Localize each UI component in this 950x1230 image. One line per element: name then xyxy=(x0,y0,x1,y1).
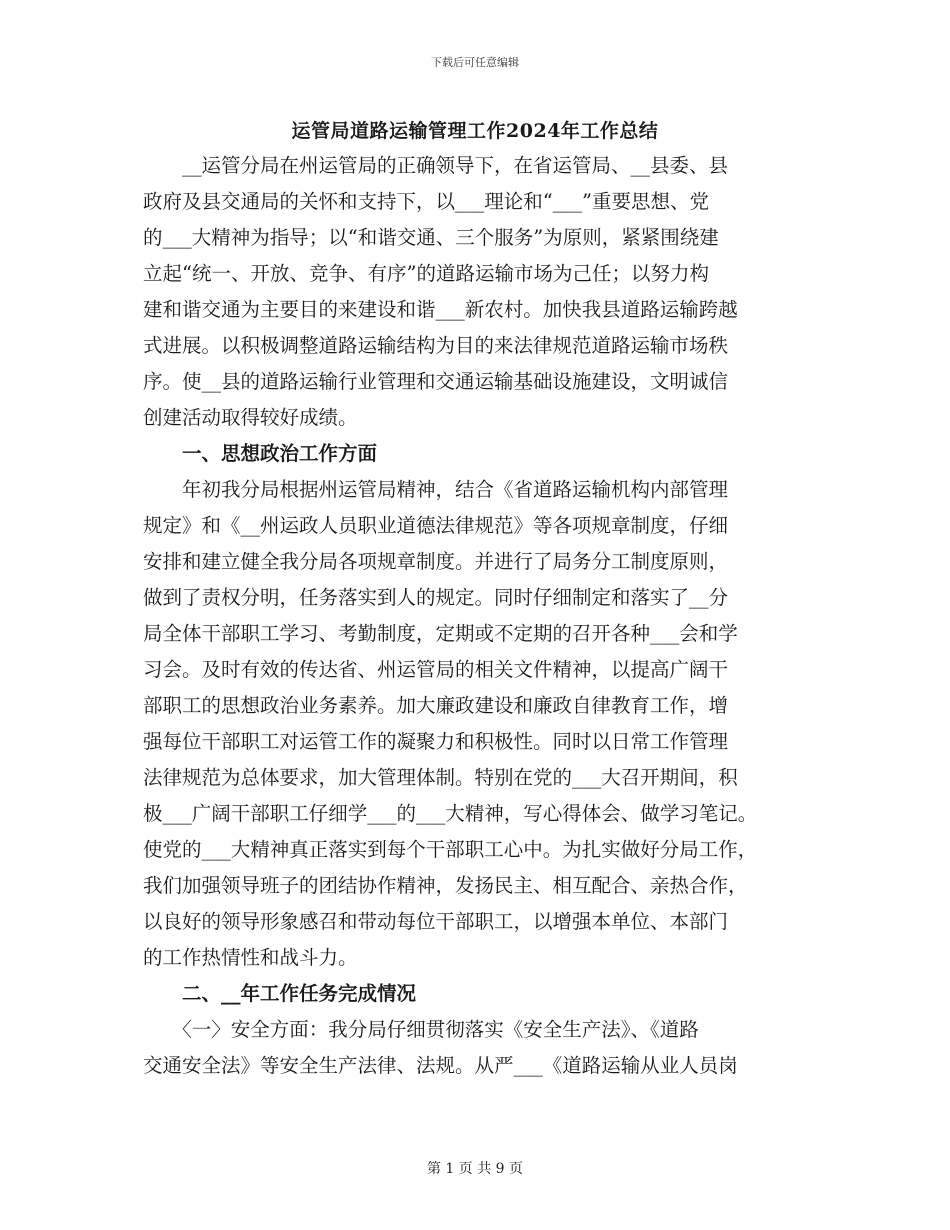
body-line: 强每位干部职工对运管工作的凝聚力和积极性。同时以日常工作管理 xyxy=(143,730,729,753)
body-line: 立起“统一、开放、竞争、有序”的道路运输市场为己任；以努力构 xyxy=(143,262,709,285)
body-line: 部职工的思想政治业务素养。加大廉政建设和廉政自律教育工作，增 xyxy=(143,694,729,717)
body-line: 以良好的领导形象感召和带动每位干部职工，以增强本单位、本部门 xyxy=(143,910,729,933)
body-line: 做到了责权分明，任务落实到人的规定。同时仔细制定和落实了__分 xyxy=(143,586,729,609)
page-number: 第 1 页 共 9 页 xyxy=(426,1161,524,1177)
body-line: 习会。及时有效的传达省、州运管局的相关文件精神，以提高广阔干 xyxy=(143,658,729,681)
body-line: 安排和建立健全我分局各项规章制度。并进行了局务分工制度原则， xyxy=(143,550,729,573)
body-line: 我们加强领导班子的团结协作精神，发扬民主、相互配合、亲热合作， xyxy=(143,874,748,897)
body-line: 的工作热情性和战斗力。 xyxy=(143,946,358,969)
body-line: 建和谐交通为主要目的来建设和谐___新农村。加快我县道路运输跨越 xyxy=(143,298,738,321)
body-line: __运管分局在州运管局的正确领导下，在省运管局、__县委、县 xyxy=(143,154,729,177)
section-heading: 一、思想政治工作方面 xyxy=(143,442,378,465)
body-line: 法律规范为总体要求，加大管理体制。特别在党的___大召开期间，积 xyxy=(143,766,738,789)
body-line: 的___大精神为指导；以“和谐交通、三个服务”为原则，紧紧围绕建 xyxy=(143,226,719,249)
page-header-note: 下载后可任意编辑 xyxy=(431,56,519,69)
body-line: 政府及县交通局的关怀和支持下，以___理论和“___”重要思想、党 xyxy=(143,190,709,213)
document-title: 运管局道路运输管理工作2024年工作总结 xyxy=(291,120,659,142)
body-line: 使党的___大精神真正落实到每个干部职工心中。为扎实做好分局工作， xyxy=(143,838,758,861)
body-line: 创建活动取得较好成绩。 xyxy=(143,406,358,429)
body-line: 年初我分局根据州运管局精神，结合《省道路运输机构内部管理 xyxy=(143,478,729,501)
body-line: 极___广阔干部职工仔细学___的___大精神，写心得体会、做学习笔记。 xyxy=(143,802,758,825)
body-line: 〈一〉安全方面：我分局仔细贯彻落实《安全生产法》、《道路 xyxy=(143,1018,699,1041)
body-line: 式进展。以积极调整道路运输结构为目的来法律规范道路运输市场秩 xyxy=(143,334,729,357)
body-line: 规定》和《__州运政人员职业道德法律规范》等各项规章制度，仔细 xyxy=(143,514,729,537)
body-line: 序。使__县的道路运输行业管理和交通运输基础设施建设，文明诚信 xyxy=(143,370,729,393)
body-line: 交通安全法》等安全生产法律、法规。从严___《道路运输从业人员岗 xyxy=(143,1054,738,1077)
document-body xyxy=(143,148,813,1084)
body-line: 局全体干部职工学习、考勤制度，定期或不定期的召开各种___会和学 xyxy=(143,622,738,645)
section-heading: 二、__年工作任务完成情况 xyxy=(143,982,417,1005)
